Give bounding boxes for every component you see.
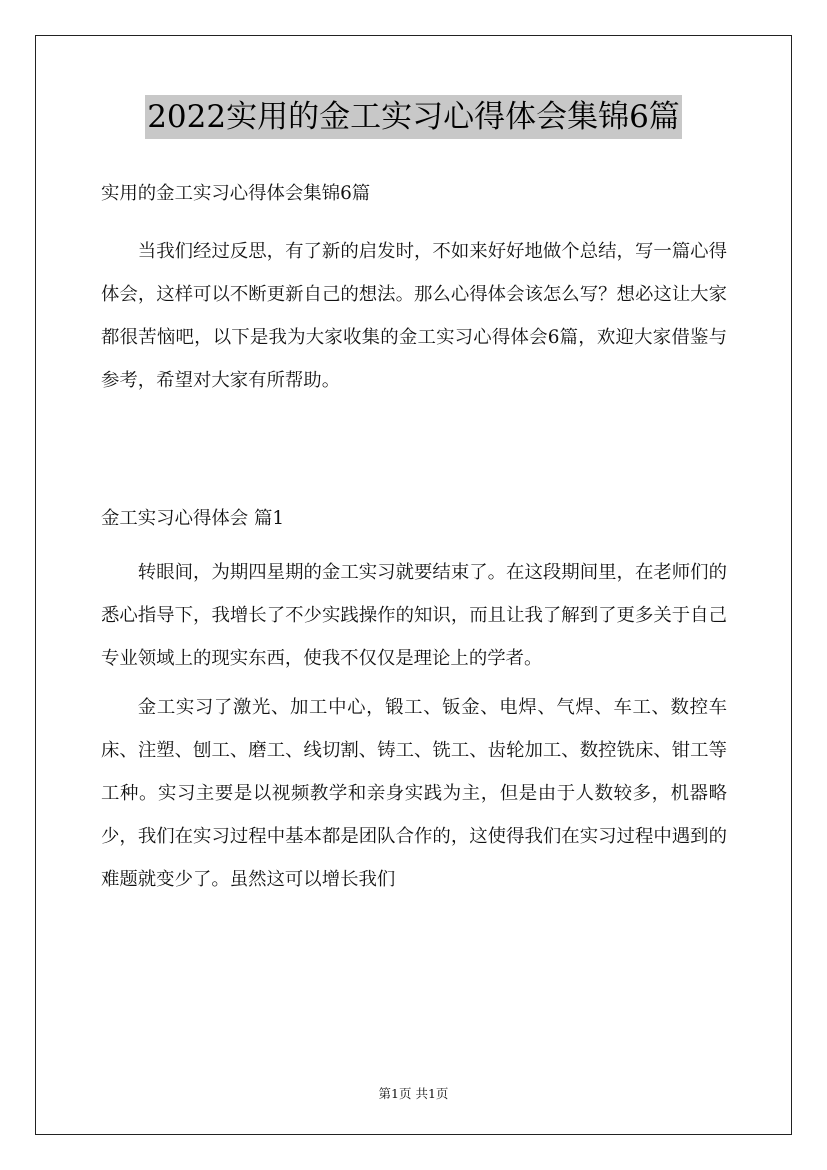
body-paragraph-2: 金工实习了激光、加工中心，锻工、钣金、电焊、气焊、车工、数控车床、注塑、刨工、磨工、线切割、铸工、铣工、齿轮加工、数控铣床、钳工等工种。实习主要是以视频教学和亲身实践为主，但是由于人数较多，机器略少，我们在实习过程中基本都是团队合作的，这使得我们在实习过程中遇到的难题就变少了。虽然这可以增长我们 [101, 697, 727, 890]
page-footer: 第1页 共1页 [378, 1086, 449, 1101]
document-title: 2022实用的金工实习心得体会集锦6篇 [145, 95, 682, 139]
section-body [101, 551, 727, 901]
body-paragraph-1: 转眼间，为期四星期的金工实习就要结束了。在这段期间里，在老师们的悉心指导下，我增长了不少实践操作的知识，而且让我了解到了更多关于自己专业领域上的现实东西，使我不仅仅是理论上的学者。 [101, 562, 727, 669]
document-subtitle: 实用的金工实习心得体会集锦6篇 [101, 183, 371, 204]
section-heading: 金工实习心得体会 篇1 [101, 508, 285, 529]
title-container [0, 95, 827, 139]
intro-paragraph: 当我们经过反思，有了新的启发时，不如来好好地做个总结，写一篇心得体会，这样可以不断更新自己的想法。那么心得体会该怎么写？想必这让大家都很苦恼吧，以下是我为大家收集的金工实习心得体会6篇，欢迎大家借鉴与参考，希望对大家有所帮助。 [101, 241, 727, 391]
